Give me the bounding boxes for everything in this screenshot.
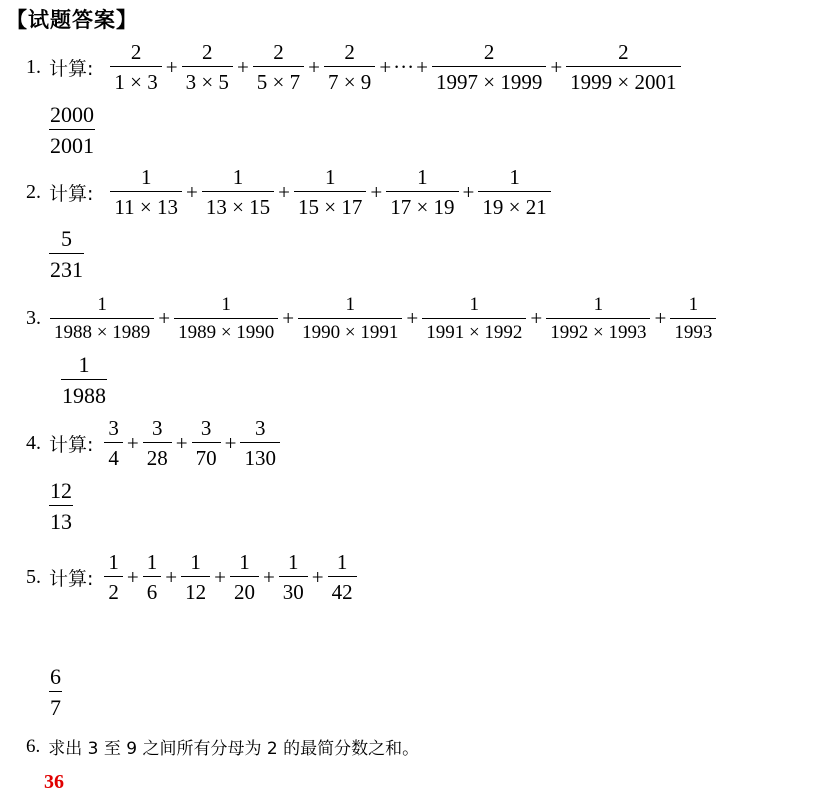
problem-label: 计算: [49,57,94,80]
plus-operator: + [126,564,139,589]
fraction-term: $\frac{2}{5 \times 7}$ [253,40,304,94]
page-title: 【试题答案】 [6,8,138,32]
fraction-term: $\frac{1}{1990 \times 1991}$ [298,294,402,344]
plus-operator: + [282,306,295,331]
problem-5 [26,550,360,604]
plus-operator: + [158,306,171,331]
plus-operator: + [126,430,139,455]
fraction-term: $\frac{1}{1992 \times 1993}$ [546,294,650,344]
fraction-term: $\frac{3}{70}$ [192,416,221,470]
plus-operator: + [530,306,543,331]
fraction-term: $\frac{1}{1989 \times 1990}$ [174,294,278,344]
problem-number: 4. [26,431,41,454]
problem-6 [26,734,419,759]
fraction-term: $\frac{1}{1988 \times 1989}$ [50,294,154,344]
plus-operator: + [165,54,178,79]
problem-number: 5. [26,565,41,588]
plus-operator: + [311,564,324,589]
plus-operator: + [406,306,419,331]
plus-operator: + [214,564,226,589]
problem-text: 求出 3 至 9 之间所有分母为 2 的最简分数之和。 [48,739,420,759]
plus-operator: + [262,564,275,589]
fraction-term: $\frac{1}{6}$ [143,550,162,604]
plus-operator: + [308,54,320,79]
fraction-term: $\frac{1}{42}$ [328,550,357,604]
fraction-term: $\frac{1}{15 \times 17}$ [294,165,366,219]
plus-operator: + [379,54,392,79]
fraction-term: $\frac{1}{1993}$ [670,294,716,344]
problem-3 [26,294,719,344]
problem-label: 计算: [49,433,94,456]
fraction-term: $\frac{2}{3 \times 5}$ [182,40,233,94]
answer-fraction: $\frac{6}{7}$ [50,664,61,721]
plus-operator: + [462,179,475,204]
plus-operator: + [416,54,428,79]
fraction-term: $\frac{1}{30}$ [279,550,308,604]
fraction-term: $\frac{3}{4}$ [104,416,123,470]
plus-operator: + [550,54,563,79]
fraction-term: $\frac{1}{19 \times 21}$ [478,165,550,219]
answer-fraction: $\frac{2000}{2001}$ [50,102,94,159]
fraction-term: $\frac{3}{130}$ [240,416,280,470]
answer-fraction: $\frac{1}{1988}$ [62,352,106,409]
fraction-term: $\frac{1}{17 \times 19}$ [386,165,458,219]
fraction-term: $\frac{2}{1999 \times 2001}$ [566,40,680,94]
answer-6: 36 [44,771,64,793]
problem-number: 6. [26,735,41,757]
ellipsis: ··· [393,54,415,79]
problem-4 [26,416,283,470]
plus-operator: + [370,179,383,204]
plus-operator: + [175,430,188,455]
problem-label: 计算: [49,182,94,205]
problem-1 [26,40,684,94]
plus-operator: + [185,179,198,204]
answer-3 [58,352,110,409]
answer-1 [46,102,98,159]
problem-2 [26,165,554,219]
fraction-term: $\frac{1}{2}$ [104,550,123,604]
fraction-term: $\frac{1}{11 \times 13}$ [110,165,182,219]
fraction-term: $\frac{2}{1997 \times 1999}$ [432,40,546,94]
fraction-term: $\frac{1}{13 \times 15}$ [202,165,274,219]
fraction-term: $\frac{1}{20}$ [230,550,259,604]
answer-4 [46,478,76,535]
plus-operator: + [165,564,178,589]
plus-operator: + [654,306,667,331]
plus-operator: + [278,179,291,204]
problem-number: 3. [26,307,41,330]
answer-fraction: $\frac{12}{13}$ [50,478,72,535]
answer-5 [46,664,65,721]
fraction-term: $\frac{1}{1991 \times 1992}$ [422,294,526,344]
fraction-term: $\frac{2}{1 \times 3}$ [110,40,161,94]
plus-operator: + [224,430,237,455]
problem-number: 2. [26,180,41,203]
problem-label: 计算: [49,567,94,590]
plus-operator: + [236,54,249,79]
problem-number: 1. [26,55,41,78]
answer-2 [46,226,87,283]
fraction-term: $\frac{1}{12}$ [181,550,210,604]
fraction-term: $\frac{3}{28}$ [143,416,172,470]
fraction-term: $\frac{2}{7 \times 9}$ [324,40,375,94]
answer-fraction: $\frac{5}{231}$ [50,226,83,283]
